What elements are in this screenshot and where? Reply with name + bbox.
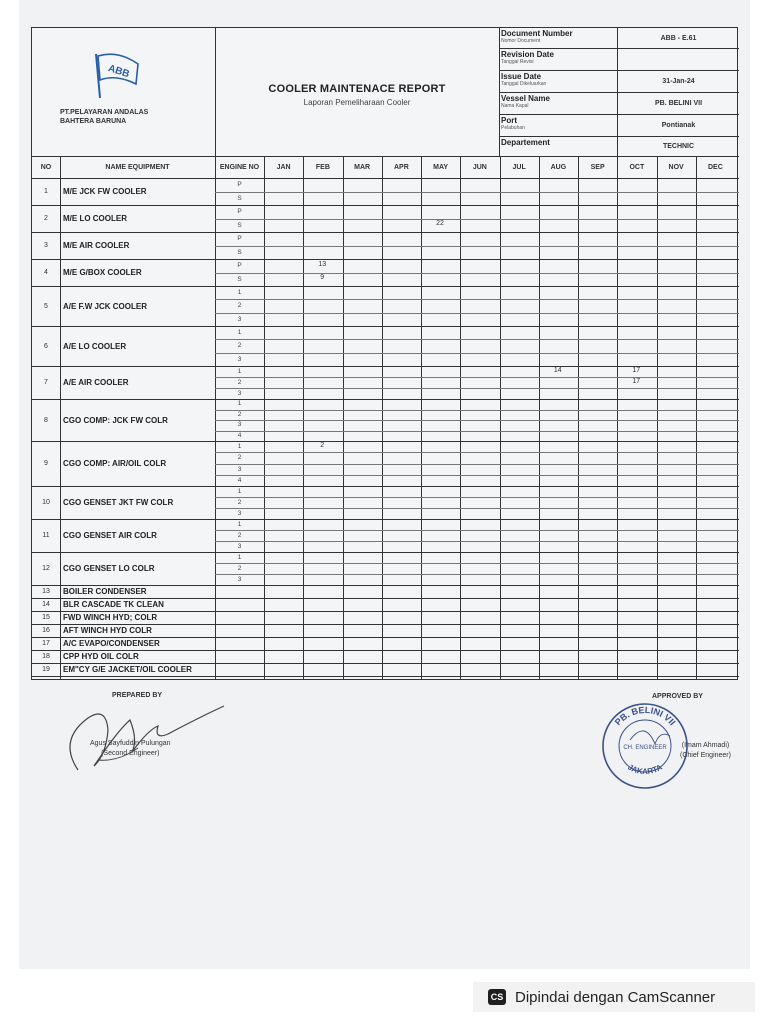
approved-by-label: APPROVED BY xyxy=(652,693,703,700)
col-header-month: MAY xyxy=(433,163,449,171)
equipment-name: AFT WINCH HYD COLR xyxy=(63,626,152,635)
meta-label-text: Port xyxy=(501,116,517,125)
engine-number: 1 xyxy=(237,289,242,296)
meta-value: TECHNIC xyxy=(617,137,739,156)
row-number: 15 xyxy=(42,614,50,621)
camscanner-text: Dipindai dengan CamScanner xyxy=(515,988,716,1006)
approver-name: (Imam Ahmadi) xyxy=(681,742,730,749)
engine-number: 1 xyxy=(237,554,242,561)
grid-line xyxy=(215,420,739,421)
engine-number: 2 xyxy=(237,454,242,462)
row-number: 4 xyxy=(44,269,48,276)
col-header-month: JUL xyxy=(512,163,526,171)
svg-text:JAKARTA: JAKARTA xyxy=(626,762,664,777)
maintenance-day-value: 9 xyxy=(320,274,325,282)
row-number: 17 xyxy=(42,640,50,647)
engine-number: 2 xyxy=(237,565,242,572)
grid-line xyxy=(215,313,739,314)
engine-number: 2 xyxy=(237,379,242,386)
row-number: 18 xyxy=(42,653,50,660)
row-number: 6 xyxy=(44,342,48,350)
grid-line xyxy=(215,377,739,378)
row-number: 12 xyxy=(42,565,50,572)
camscanner-watermark xyxy=(473,982,755,1012)
engine-number: 2 xyxy=(237,532,242,539)
equipment-name: FWD WINCH HYD; COLR xyxy=(63,613,158,622)
meta-label xyxy=(501,94,617,109)
grid-line xyxy=(215,530,739,531)
engine-number: P xyxy=(237,181,242,188)
grid-line xyxy=(215,475,739,476)
maintenance-day-value: 17 xyxy=(632,377,641,385)
engine-number: S xyxy=(237,275,242,283)
grid-line xyxy=(215,219,739,220)
company-logo-icon xyxy=(90,50,144,100)
row-number: 3 xyxy=(44,242,48,249)
equipment-name: CGO COMP: AIR/OIL COLR xyxy=(63,459,167,468)
grid-line xyxy=(617,156,618,679)
engine-number: 2 xyxy=(237,302,242,310)
equipment-name: CGO GENSET LO COLR xyxy=(63,564,155,573)
preparer-name: Agus Sayfuddin Pulungan xyxy=(90,740,171,747)
meta-row xyxy=(499,93,739,115)
engine-number: S xyxy=(237,221,242,229)
svg-text:CH. ENGINEER: CH. ENGINEER xyxy=(623,745,667,751)
meta-label xyxy=(501,72,617,87)
maintenance-day-value: 13 xyxy=(318,260,327,268)
grid-line xyxy=(657,156,658,679)
document-meta xyxy=(499,28,739,156)
row-number: 19 xyxy=(42,666,50,673)
meta-sublabel: Pelabuhan xyxy=(501,125,525,131)
col-header-month: DEC xyxy=(707,163,723,171)
row-number: 14 xyxy=(42,601,50,608)
approver-name-block xyxy=(640,741,731,761)
grid-line xyxy=(215,508,739,509)
meta-label xyxy=(501,138,617,147)
col-header-month: FEB xyxy=(315,163,330,171)
grid-line xyxy=(215,353,739,354)
engine-number: 1 xyxy=(237,488,242,495)
grid-line xyxy=(215,339,739,340)
engine-number: 3 xyxy=(237,543,242,550)
meta-sublabel: Nama Kapal xyxy=(501,103,529,109)
engine-number: 1 xyxy=(237,329,242,336)
grid-line xyxy=(460,156,461,679)
equipment-name: M/E G/BOX COOLER xyxy=(63,268,142,277)
grid-line xyxy=(500,156,501,679)
col-header-month: SEP xyxy=(590,163,605,171)
engine-number: 2 xyxy=(237,499,242,506)
grid-line xyxy=(382,156,383,679)
row-number: 7 xyxy=(44,379,48,386)
equipment-name: A/C EVAPO/CONDENSER xyxy=(63,639,160,648)
col-header-name: NAME EQUIPMENT xyxy=(105,163,170,171)
engine-number: S xyxy=(237,194,242,202)
meta-label xyxy=(501,29,617,44)
meta-sublabel: Nomor Document xyxy=(501,38,541,44)
meta-value xyxy=(617,49,739,70)
equipment-name: M/E AIR COOLER xyxy=(63,241,130,250)
meta-value: Pontianak xyxy=(617,115,739,136)
col-header-no: NO xyxy=(40,163,52,171)
grid-line xyxy=(539,156,540,679)
row-number: 10 xyxy=(42,499,50,506)
svg-text:ABB: ABB xyxy=(106,63,131,81)
meta-label xyxy=(501,116,617,131)
equipment-name: M/E LO COOLER xyxy=(63,214,127,223)
meta-label-text: Issue Date xyxy=(501,72,542,81)
grid-line xyxy=(215,246,739,247)
meta-row xyxy=(499,49,739,71)
row-number: 5 xyxy=(44,302,48,310)
row-number: 13 xyxy=(42,588,50,595)
equipment-name: EM"CY G/E JACKET/OIL COOLER xyxy=(63,665,192,674)
equipment-name: BOILER CONDENSER xyxy=(63,587,147,596)
engine-number: 4 xyxy=(237,431,242,439)
engine-number: 3 xyxy=(237,390,242,397)
grid-line xyxy=(696,156,697,679)
company-name-line1: PT.PELAYARAN ANDALAS xyxy=(60,109,149,116)
company-block xyxy=(32,28,216,156)
grid-line xyxy=(215,497,739,498)
engine-number: 1 xyxy=(237,368,242,375)
equipment-name: BLR CASCADE TK CLEAN xyxy=(63,600,164,609)
meta-value: 31-Jan-24 xyxy=(617,71,739,92)
meta-sublabel: Tanggal Dikeluarkan xyxy=(501,81,547,87)
meta-row xyxy=(499,28,739,49)
grid-line xyxy=(215,299,739,300)
grid-line xyxy=(215,410,739,411)
col-header-engine: ENGINE NO xyxy=(219,163,260,171)
grid-line xyxy=(421,156,422,679)
grid-line xyxy=(32,676,739,677)
col-header-month: OCT xyxy=(629,163,645,171)
preparer-name-block xyxy=(90,739,171,759)
engine-number: 3 xyxy=(237,576,242,583)
meta-value: ABB - E.61 xyxy=(617,28,739,48)
row-number: 16 xyxy=(42,627,50,634)
meta-label-text: Departement xyxy=(501,138,550,147)
equipment-name: M/E JCK FW COOLER xyxy=(63,187,147,196)
grid-line xyxy=(264,156,265,679)
prepared-by-label: PREPARED BY xyxy=(112,692,163,699)
title-block xyxy=(215,28,500,156)
svg-text:PB. BELINI VII: PB. BELINI VII xyxy=(612,704,678,728)
equipment-name: A/E F.W JCK COOLER xyxy=(63,301,148,311)
grid-line xyxy=(215,574,739,575)
maintenance-day-value: 14 xyxy=(553,366,562,374)
report-form xyxy=(31,27,738,680)
row-number: 9 xyxy=(44,460,48,467)
engine-number: 3 xyxy=(237,465,242,473)
engine-number: P xyxy=(237,262,242,269)
engine-number: 3 xyxy=(237,315,242,323)
grid-line xyxy=(215,541,739,542)
grid-line xyxy=(215,273,739,274)
meta-row xyxy=(499,137,739,156)
company-name-line2: BAHTERA BARUNA xyxy=(60,118,127,125)
engine-number: 1 xyxy=(237,400,242,407)
approver-role: (Chief Engineer) xyxy=(680,752,731,759)
grid-line xyxy=(215,563,739,564)
engine-number: 2 xyxy=(237,342,242,350)
col-header-month: JUN xyxy=(472,163,487,171)
report-title: COOLER MAINTENACE REPORT xyxy=(268,83,446,95)
preparer-role: (Second Engineer) xyxy=(101,750,160,757)
grid-line xyxy=(215,431,739,432)
camscanner-logo-icon: CS xyxy=(488,989,506,1005)
row-number: 1 xyxy=(44,188,48,195)
engine-number: 2 xyxy=(237,410,242,418)
engine-number: 3 xyxy=(237,510,242,517)
engine-number: 3 xyxy=(237,421,242,428)
maintenance-day-value: 2 xyxy=(320,441,325,449)
maintenance-day-value: 17 xyxy=(632,366,641,374)
meta-label-text: Document Number xyxy=(501,29,573,38)
grid-line xyxy=(215,452,739,453)
meta-row xyxy=(499,71,739,93)
grid-line xyxy=(303,156,304,679)
equipment-name: CPP HYD OIL COLR xyxy=(63,652,139,661)
col-header-month: MAR xyxy=(354,163,371,171)
col-header-month: AUG xyxy=(550,163,567,171)
report-subtitle: Laporan Pemeliharaan Cooler xyxy=(303,98,411,107)
row-number: 11 xyxy=(42,532,50,539)
row-number: 8 xyxy=(44,416,48,424)
engine-number: 4 xyxy=(237,476,242,484)
meta-row xyxy=(499,115,739,137)
grid-line xyxy=(215,388,739,389)
meta-label-text: Vessel Name xyxy=(501,94,550,103)
engine-number: P xyxy=(237,208,242,215)
equipment-name: CGO GENSET JKT FW COLR xyxy=(63,498,174,507)
engine-number: P xyxy=(237,235,242,242)
grid-line xyxy=(32,156,739,157)
meta-value: PB. BELINI VII xyxy=(617,93,739,114)
grid-line xyxy=(215,192,739,193)
meta-label xyxy=(501,50,617,65)
col-header-month: NOV xyxy=(668,163,684,171)
col-header-month: JAN xyxy=(276,163,291,171)
equipment-name: A/E LO COOLER xyxy=(63,341,127,351)
grid-line xyxy=(215,464,739,465)
company-name xyxy=(60,108,148,126)
equipment-name: CGO GENSET AIR COLR xyxy=(63,531,157,540)
grid-line xyxy=(578,156,579,679)
engine-number: 1 xyxy=(237,521,242,528)
maintenance-day-value: 22 xyxy=(436,220,444,228)
meta-label-text: Revision Date xyxy=(501,50,554,59)
equipment-name: A/E AIR COOLER xyxy=(63,378,129,387)
row-number: 2 xyxy=(44,215,48,222)
col-header-month: APR xyxy=(393,163,409,171)
grid-line xyxy=(343,156,344,679)
equipment-name: CGO COMP: JCK FW COLR xyxy=(63,415,168,425)
meta-sublabel: Tanggal Revisi xyxy=(501,59,534,65)
engine-number: 3 xyxy=(237,355,242,363)
engine-number: 1 xyxy=(237,443,242,450)
engine-number: S xyxy=(237,248,242,256)
